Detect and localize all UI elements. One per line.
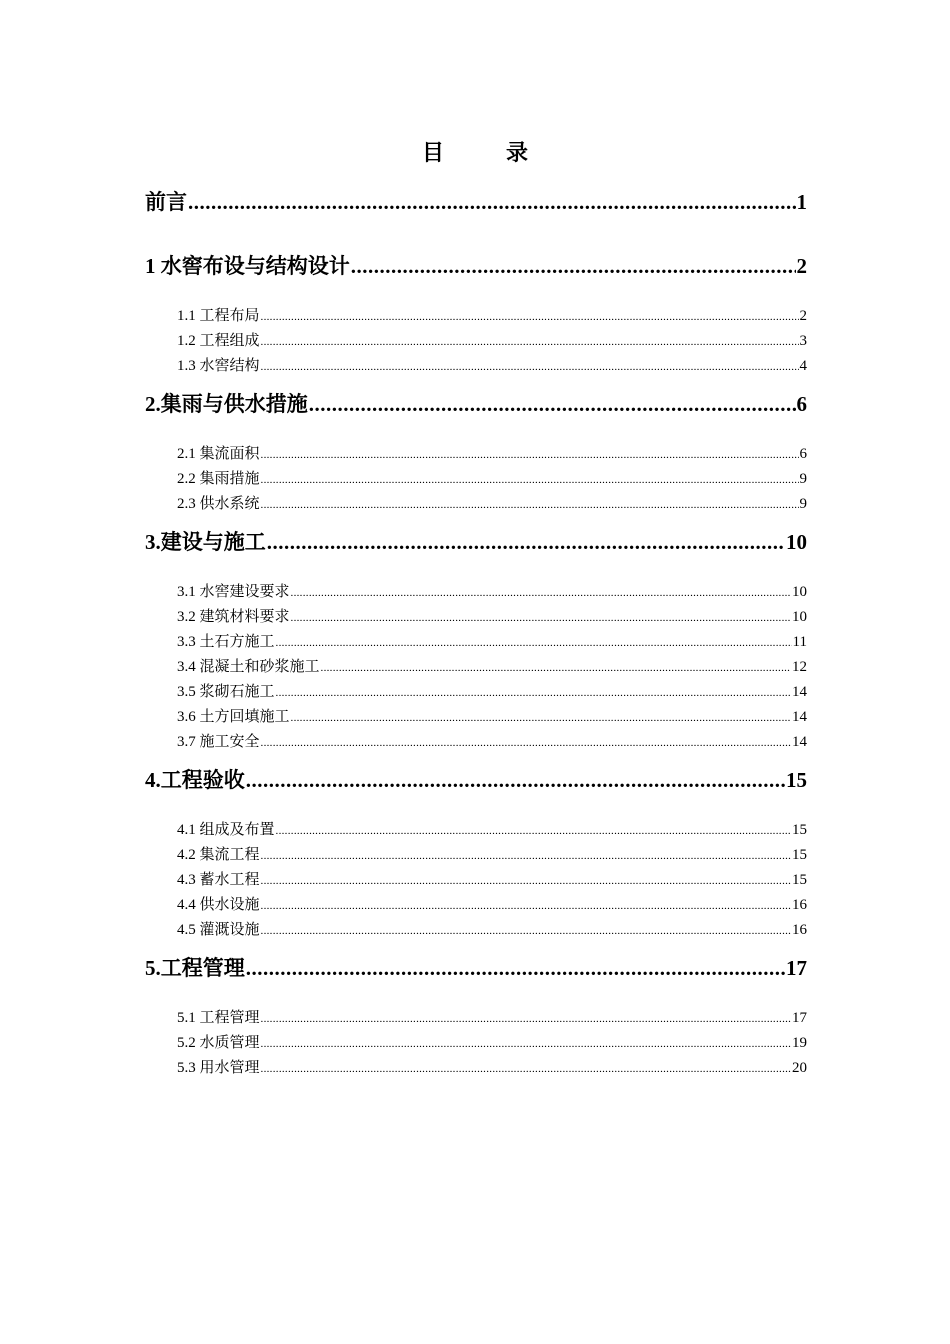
toc-entry-label: 2.集雨与供水措施 <box>145 392 308 416</box>
toc-entry-2-1[interactable] <box>177 442 807 463</box>
toc-entry-section-1[interactable] <box>145 250 807 280</box>
toc-entry-2-3[interactable] <box>177 492 807 513</box>
toc-entry-label: 1.2 工程组成 <box>177 333 260 349</box>
toc-dot-leader <box>261 336 799 348</box>
toc-dot-leader <box>261 737 791 749</box>
toc-dot-leader <box>261 449 799 461</box>
toc-dot-leader <box>267 530 785 555</box>
toc-entry-1-2[interactable] <box>177 329 807 350</box>
toc-entry-label: 4.工程验收 <box>145 768 245 792</box>
toc-entry-4-1[interactable] <box>177 818 807 839</box>
toc-entry-section-2[interactable] <box>145 388 807 418</box>
toc-dot-leader <box>261 1038 791 1050</box>
toc-dot-leader <box>261 311 799 323</box>
toc-entry-page: 10 <box>792 609 807 625</box>
toc-entry-label: 1 水窖布设与结构设计 <box>145 254 350 278</box>
toc-entry-label: 3.2 建筑材料要求 <box>177 609 290 625</box>
toc-entry-label: 4.1 组成及布置 <box>177 822 275 838</box>
toc-entry-1-1[interactable] <box>177 304 807 325</box>
toc-entry-section-3[interactable] <box>145 526 807 556</box>
toc-entry-label: 3.3 土石方施工 <box>177 634 275 650</box>
toc-entry-4-2[interactable] <box>177 843 807 864</box>
toc-entry-5-2[interactable] <box>177 1031 807 1052</box>
toc-entry-2-2[interactable] <box>177 467 807 488</box>
toc-entry-page: 15 <box>792 847 807 863</box>
toc-entry-3-3[interactable] <box>177 630 807 651</box>
toc-entry-preface[interactable] <box>145 186 807 216</box>
toc-entry-label: 3.7 施工安全 <box>177 734 260 750</box>
toc-entry-4-3[interactable] <box>177 868 807 889</box>
toc-dot-leader <box>276 687 791 699</box>
toc-entry-page: 10 <box>792 584 807 600</box>
toc-entry-3-2[interactable] <box>177 605 807 626</box>
toc-entry-page: 11 <box>792 634 807 650</box>
toc-dot-leader <box>291 712 791 724</box>
toc-dot-leader <box>309 392 796 417</box>
toc-entry-label: 4.4 供水设施 <box>177 897 260 913</box>
page-title: 目 录 <box>421 140 548 165</box>
toc-dot-leader <box>246 956 785 981</box>
toc-entry-section-4[interactable] <box>145 764 807 794</box>
toc-entry-page: 6 <box>796 392 807 416</box>
toc-entry-1-3[interactable] <box>177 354 807 375</box>
toc-entry-3-5[interactable] <box>177 680 807 701</box>
toc-dot-leader <box>261 474 799 486</box>
toc-dot-leader <box>351 254 796 279</box>
toc-dot-leader <box>261 1013 791 1025</box>
toc-dot-leader <box>291 587 791 599</box>
toc-entry-page: 3 <box>799 333 807 349</box>
toc-entry-page: 20 <box>792 1060 807 1076</box>
toc-dot-leader <box>261 850 791 862</box>
toc-dot-leader <box>261 361 799 373</box>
toc-entry-page: 17 <box>786 956 807 980</box>
toc-entry-3-7[interactable] <box>177 730 807 751</box>
toc-entry-3-1[interactable] <box>177 580 807 601</box>
toc-entry-label: 2.3 供水系统 <box>177 496 260 512</box>
toc-entry-page: 17 <box>792 1010 807 1026</box>
toc-dot-leader <box>321 662 791 674</box>
toc-dot-leader <box>246 768 785 793</box>
toc-entry-label: 3.6 土方回填施工 <box>177 709 290 725</box>
toc-entry-label: 4.3 蓄水工程 <box>177 872 260 888</box>
toc-dot-leader <box>276 637 792 649</box>
toc-entry-page: 2 <box>796 254 807 278</box>
toc-entry-label: 4.2 集流工程 <box>177 847 260 863</box>
toc-entry-label: 5.1 工程管理 <box>177 1010 260 1026</box>
toc-entry-3-4[interactable] <box>177 655 807 676</box>
toc-entry-label: 5.2 水质管理 <box>177 1035 260 1051</box>
toc-entry-4-5[interactable] <box>177 918 807 939</box>
toc-dot-leader <box>276 825 791 837</box>
toc-entry-page: 6 <box>799 446 807 462</box>
toc-entry-label: 3.1 水窖建设要求 <box>177 584 290 600</box>
toc-entry-label: 前言 <box>145 190 187 214</box>
toc-entry-page: 2 <box>799 308 807 324</box>
toc-entry-label: 3.建设与施工 <box>145 530 266 554</box>
toc-dot-leader <box>261 875 791 887</box>
toc-dot-leader <box>261 925 791 937</box>
toc-entry-label: 1.1 工程布局 <box>177 308 260 324</box>
toc-entry-page: 14 <box>792 709 807 725</box>
toc-entry-label: 2.1 集流面积 <box>177 446 260 462</box>
toc-entry-page: 19 <box>792 1035 807 1051</box>
toc-entry-page: 4 <box>799 358 807 374</box>
toc-dot-leader <box>188 190 796 215</box>
toc-entry-page: 9 <box>799 496 807 512</box>
toc-entry-section-5[interactable] <box>145 952 807 982</box>
toc-entry-label: 1.3 水窖结构 <box>177 358 260 374</box>
toc-entry-5-1[interactable] <box>177 1006 807 1027</box>
toc-dot-leader <box>261 1063 791 1075</box>
toc-entry-page: 9 <box>799 471 807 487</box>
toc-entry-label: 3.5 浆砌石施工 <box>177 684 275 700</box>
toc-dot-leader <box>261 499 799 511</box>
toc-entry-page: 12 <box>792 659 807 675</box>
toc-entry-page: 15 <box>786 768 807 792</box>
toc-entry-3-6[interactable] <box>177 705 807 726</box>
toc-entry-label: 4.5 灌溉设施 <box>177 922 260 938</box>
toc-entry-page: 1 <box>796 190 807 214</box>
toc-entry-page: 16 <box>792 897 807 913</box>
toc-entry-5-3[interactable] <box>177 1056 807 1077</box>
toc-dot-leader <box>291 612 791 624</box>
toc-entry-page: 15 <box>792 822 807 838</box>
toc-entry-page: 16 <box>792 922 807 938</box>
toc-dot-leader <box>261 900 791 912</box>
toc-entry-page: 15 <box>792 872 807 888</box>
toc-entry-label: 3.4 混凝土和砂浆施工 <box>177 659 320 675</box>
toc-entry-page: 14 <box>792 734 807 750</box>
toc-entry-page: 10 <box>786 530 807 554</box>
toc-entry-4-4[interactable] <box>177 893 807 914</box>
toc-entry-label: 5.工程管理 <box>145 956 245 980</box>
toc-entry-label: 2.2 集雨措施 <box>177 471 260 487</box>
toc-entry-page: 14 <box>792 684 807 700</box>
toc-entry-label: 5.3 用水管理 <box>177 1060 260 1076</box>
